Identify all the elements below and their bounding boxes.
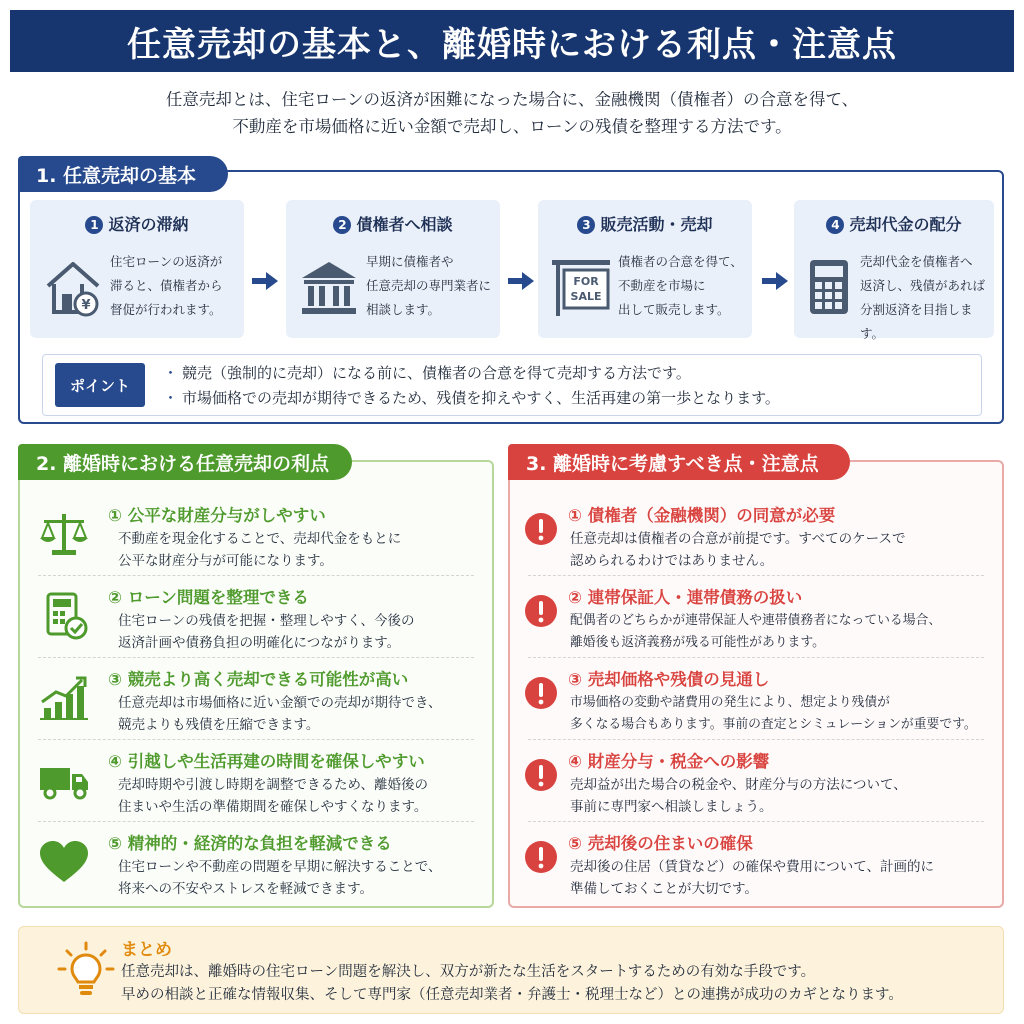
desc-line: 住宅ローンの残債を把握・整理しやすく、今後の: [118, 613, 415, 629]
benefit-title: ④ 引越しや生活再建の時間を確保しやすい: [108, 752, 425, 771]
heart-icon: [38, 838, 90, 886]
desc-line: 住まいや生活の準備期間を確保しやすくなります。: [118, 799, 428, 815]
caution-desc: [570, 610, 941, 654]
desc-line: 不動産を現金化することで、売却代金をもとに: [118, 531, 402, 547]
section-basics: [18, 164, 1004, 424]
summary-line: 早めの相談と正確な情報収集、そして専門家（任意売却業者・弁護士・税理士など）との連携が成功のカギとなります。: [121, 987, 903, 1003]
desc-line: 出して販売します。: [618, 302, 730, 317]
intro-text: [40, 86, 984, 140]
step-desc: [110, 250, 240, 322]
svg-text:¥: ¥: [81, 298, 91, 313]
point-badge: ポイント: [55, 363, 145, 407]
caution-desc: [570, 528, 905, 572]
desc-line: 返済計画や債務負担の明確化につながります。: [118, 635, 401, 651]
desc-line: 督促が行われます。: [110, 302, 222, 317]
summary-title: まとめ: [121, 940, 172, 960]
step-title: [794, 212, 994, 235]
desc-line: 任意売却は債権者の合意が前提です。すべてのケースで: [570, 531, 906, 547]
house-yen-icon: [42, 258, 104, 318]
desc-line: 配偶者のどちらかが連帯保証人や連帯債務者になっている場合、: [570, 613, 942, 628]
step-number: 4: [826, 216, 844, 234]
benefit-desc: [118, 610, 414, 654]
arrow-right-icon: [508, 270, 534, 292]
caution-item: [510, 576, 1002, 658]
benefit-item: [20, 494, 492, 576]
desc-line: 相談します。: [366, 302, 441, 317]
step-card: [538, 200, 752, 338]
benefit-desc: [118, 774, 428, 818]
step-card: [794, 200, 994, 341]
desc-line: 任意売却の専門業者に: [366, 278, 492, 293]
step-card: [30, 200, 244, 338]
caution-title: ① 債権者（金融機関）の同意が必要: [568, 506, 836, 525]
page-title: 任意売却の基本と、離婚時における利点・注意点: [127, 24, 897, 65]
step-title: [538, 212, 752, 235]
step-card: [286, 200, 500, 338]
benefit-item: [20, 822, 492, 904]
step-title-text: 債権者へ相談: [356, 215, 453, 234]
bank-icon: [298, 258, 360, 318]
benefit-desc: [118, 856, 441, 900]
point-list: [163, 361, 780, 411]
point-box: [42, 354, 982, 416]
section-basics-header: 1. 任意売却の基本: [18, 156, 228, 192]
caution-item: [510, 658, 1002, 740]
step-number: 1: [85, 216, 103, 234]
desc-line: 準備しておくことが大切です。: [570, 881, 758, 897]
calculator-icon: [804, 258, 854, 318]
exclamation-icon: [524, 676, 558, 710]
caution-title: ⑤ 売却後の住まいの確保: [568, 834, 753, 853]
desc-line: 売却時期や引渡し時期を調整できるため、離婚後の: [118, 777, 428, 793]
desc-line: 競売よりも残債を圧縮できます。: [118, 717, 320, 733]
title-bar: [10, 10, 1014, 72]
intro-line: 任意売却とは、住宅ローンの返済が困難になった場合に、金融機関（債権者）の合意を得て、: [165, 90, 859, 109]
desc-line: 事前に専門家へ相談しましょう。: [570, 799, 773, 815]
section-benefits: [18, 452, 494, 908]
step-title-text: 返済の滞納: [108, 215, 189, 234]
desc-line: 売却代金を債権者へ: [860, 254, 973, 269]
caution-title: ③ 売却価格や残債の見通し: [568, 670, 770, 689]
lightbulb-icon: [55, 941, 117, 1003]
point-item: ・ 市場価格での売却が期待できるため、残債を抑えやすく、生活再建の第一歩となります。: [163, 386, 780, 411]
calculator-check-icon: [38, 592, 90, 640]
desc-line: 認められるわけではありません。: [570, 553, 774, 569]
exclamation-icon: [524, 512, 558, 546]
section-benefits-header: 2. 離婚時における任意売却の利点: [18, 444, 352, 480]
step-number: 2: [333, 216, 351, 234]
benefit-desc: [118, 692, 441, 736]
desc-line: 公平な財産分与が可能になります。: [118, 553, 333, 569]
caution-title: ④ 財産分与・税金への影響: [568, 752, 770, 771]
step-title-text: 販売活動・売却: [600, 215, 713, 234]
exclamation-icon: [524, 594, 558, 628]
desc-line: 多くなる場合もあります。事前の査定とシミュレーションが重要です。: [570, 717, 977, 732]
section-cautions: [508, 452, 1004, 908]
benefit-title: ② ローン問題を整理できる: [108, 588, 309, 607]
caution-item: [510, 822, 1002, 904]
exclamation-icon: [524, 840, 558, 874]
arrow-right-icon: [762, 270, 788, 292]
benefit-item: [20, 740, 492, 822]
desc-line: 分割返済を目指します。: [860, 302, 973, 341]
caution-desc: [570, 692, 977, 736]
summary-line: 任意売却は、離婚時の住宅ローン問題を解決し、双方が新たな生活をスタートするための有効な手段です。: [121, 964, 816, 980]
desc-line: 住宅ローンの返済が: [110, 254, 223, 269]
summary-text: [121, 961, 903, 1007]
sign-text: SALE: [570, 290, 602, 303]
caution-item: [510, 740, 1002, 822]
step-title: [286, 212, 500, 235]
desc-line: 売却後の住居（賃貸など）の確保や費用について、計画的に: [570, 859, 934, 875]
intro-line: 不動産を市場価格に近い金額で売却し、ローンの残債を整理する方法です。: [232, 117, 792, 136]
step-title-text: 売却代金の配分: [849, 215, 962, 234]
point-item: ・ 競売（強制的に売却）になる前に、債権者の合意を得て売却する方法です。: [163, 361, 780, 386]
sign-text: FOR: [573, 275, 599, 288]
step-title: [30, 212, 244, 235]
desc-line: 債権者の合意を得て、: [618, 254, 743, 269]
caution-desc: [570, 856, 934, 900]
growth-chart-icon: [38, 674, 90, 722]
desc-line: 滞ると、債権者から: [110, 278, 223, 293]
desc-line: 離婚後も返済義務が残る可能性があります。: [570, 635, 825, 650]
step-number: 3: [577, 216, 595, 234]
desc-line: 住宅ローンや不動産の問題を早期に解決することで、: [118, 859, 442, 875]
steps-row: [30, 200, 994, 341]
benefit-title: ③ 競売より高く売却できる可能性が高い: [108, 670, 409, 689]
exclamation-icon: [524, 758, 558, 792]
desc-line: 売却益が出た場合の税金や、財産分与の方法について、: [570, 777, 907, 793]
benefit-title: ① 公平な財産分与がしやすい: [108, 506, 326, 525]
step-desc: [860, 250, 990, 346]
desc-line: 不動産を市場に: [618, 278, 706, 293]
scales-icon: [38, 510, 90, 558]
desc-line: 早期に債権者や: [366, 254, 454, 269]
caution-item: [510, 494, 1002, 576]
caution-title: ② 連帯保証人・連帯債務の扱い: [568, 588, 803, 607]
truck-icon: [38, 756, 90, 804]
summary-box: [18, 926, 1004, 1014]
benefit-item: [20, 658, 492, 740]
step-desc: [366, 250, 496, 322]
desc-line: 任意売却は市場価格に近い金額での売却が期待でき、: [118, 695, 442, 711]
desc-line: 将来への不安やストレスを軽減できます。: [118, 881, 374, 897]
desc-line: 市場価格の変動や諸費用の発生により、想定より残債が: [570, 695, 890, 710]
benefit-desc: [118, 528, 401, 572]
for-sale-sign-icon: [550, 258, 612, 318]
step-desc: [618, 250, 748, 322]
benefit-title: ⑤ 精神的・経済的な負担を軽減できる: [108, 834, 392, 853]
desc-line: 返済し、残債があれば: [860, 278, 986, 293]
benefit-item: [20, 576, 492, 658]
arrow-right-icon: [252, 270, 278, 292]
section-cautions-header: 3. 離婚時に考慮すべき点・注意点: [508, 444, 850, 480]
caution-desc: [570, 774, 907, 818]
